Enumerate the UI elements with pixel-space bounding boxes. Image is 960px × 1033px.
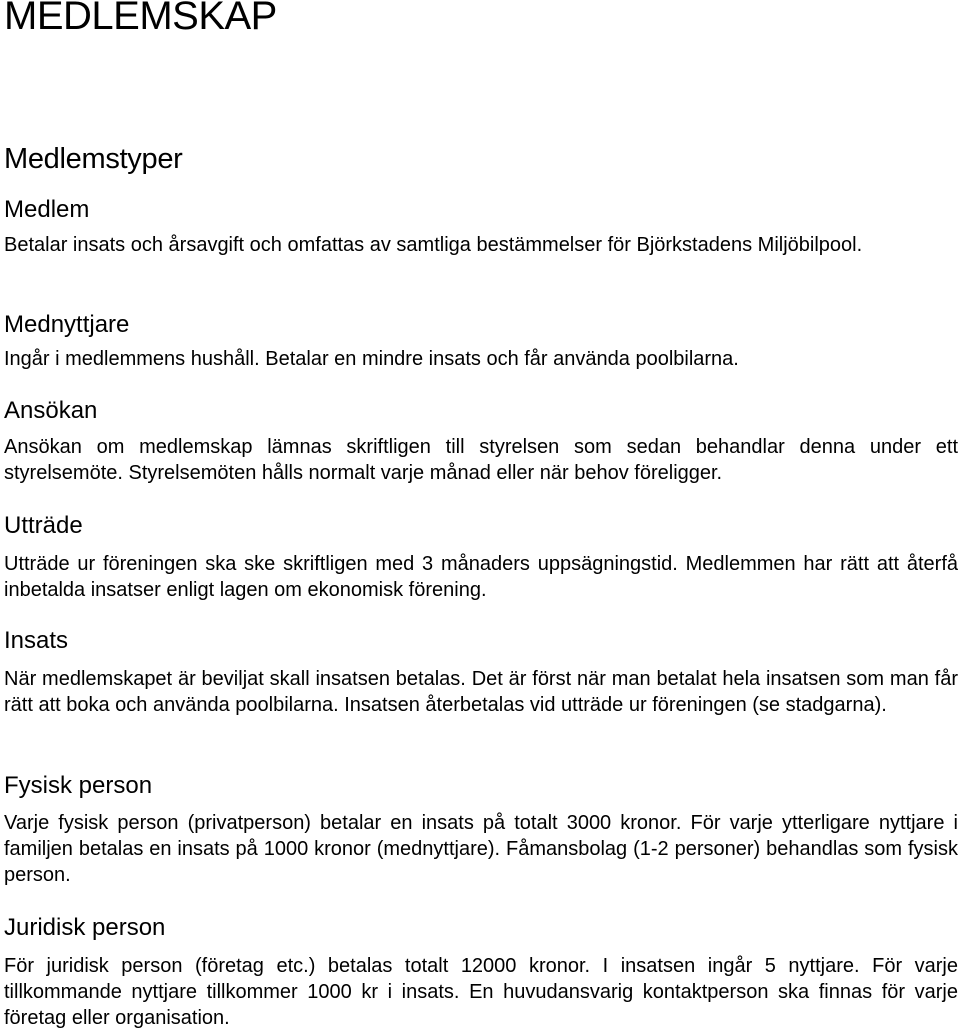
paragraph-uttrade: Utträde ur föreningen ska ske skriftligen med 3 månaders uppsägningstid. Medlemmen har rätt att återfå inbetalda insatser enligt lagen om ekonomisk förening. <box>4 553 958 601</box>
section-heading-fysisk-person: Fysisk person <box>4 772 153 799</box>
paragraph-insats: När medlemskapet är beviljat skall insatsen betalas. Det är först när man betalat hela insatsen som man får rätt att boka och använda poolbilarna. Insatsen återbetalas vid utträde ur föreningen (se stadgarna). <box>4 668 958 716</box>
section-heading-medlem: Medlem <box>4 196 90 223</box>
section-heading-mednyttjare: Mednyttjare <box>4 311 130 338</box>
section-heading-uttrade: Utträde <box>4 512 83 539</box>
page-title: MEDLEMSKAP <box>4 0 277 38</box>
section-heading-insats: Insats <box>4 627 69 654</box>
section-heading-ansokan: Ansökan <box>4 397 98 424</box>
paragraph-fysisk-person: Varje fysisk person (privatperson) betalar en insats på totalt 3000 kronor. För varje ytterligare nyttjare i familjen betalas en insats på 1000 kronor (mednyttjare). Fåmansbolag (1-2 personer) behandlas som fysisk person. <box>4 812 958 886</box>
paragraph-mednyttjare: Ingår i medlemmens hushåll. Betalar en mindre insats och får använda poolbilarna. <box>4 348 739 370</box>
section-heading-medlemstyper: Medlemstyper <box>4 143 183 175</box>
paragraph-ansokan: Ansökan om medlemskap lämnas skriftligen till styrelsen som sedan behandlar denna under ett styrelsemöte. Styrelsemöten hålls normalt varje månad eller när behov föreligger. <box>4 436 958 484</box>
section-heading-juridisk-person: Juridisk person <box>4 914 166 941</box>
paragraph-juridisk-person: För juridisk person (företag etc.) betalas totalt 12000 kronor. I insatsen ingår 5 nyttjare. För varje tillkommande nyttjare tillkommer 1000 kr i insats. En huvudansvarig kontaktperson ska finnas för varje företag eller organisation. <box>4 955 958 1029</box>
paragraph-medlem: Betalar insats och årsavgift och omfattas av samtliga bestämmelser för Björkstadens Miljöbilpool. <box>4 234 863 256</box>
